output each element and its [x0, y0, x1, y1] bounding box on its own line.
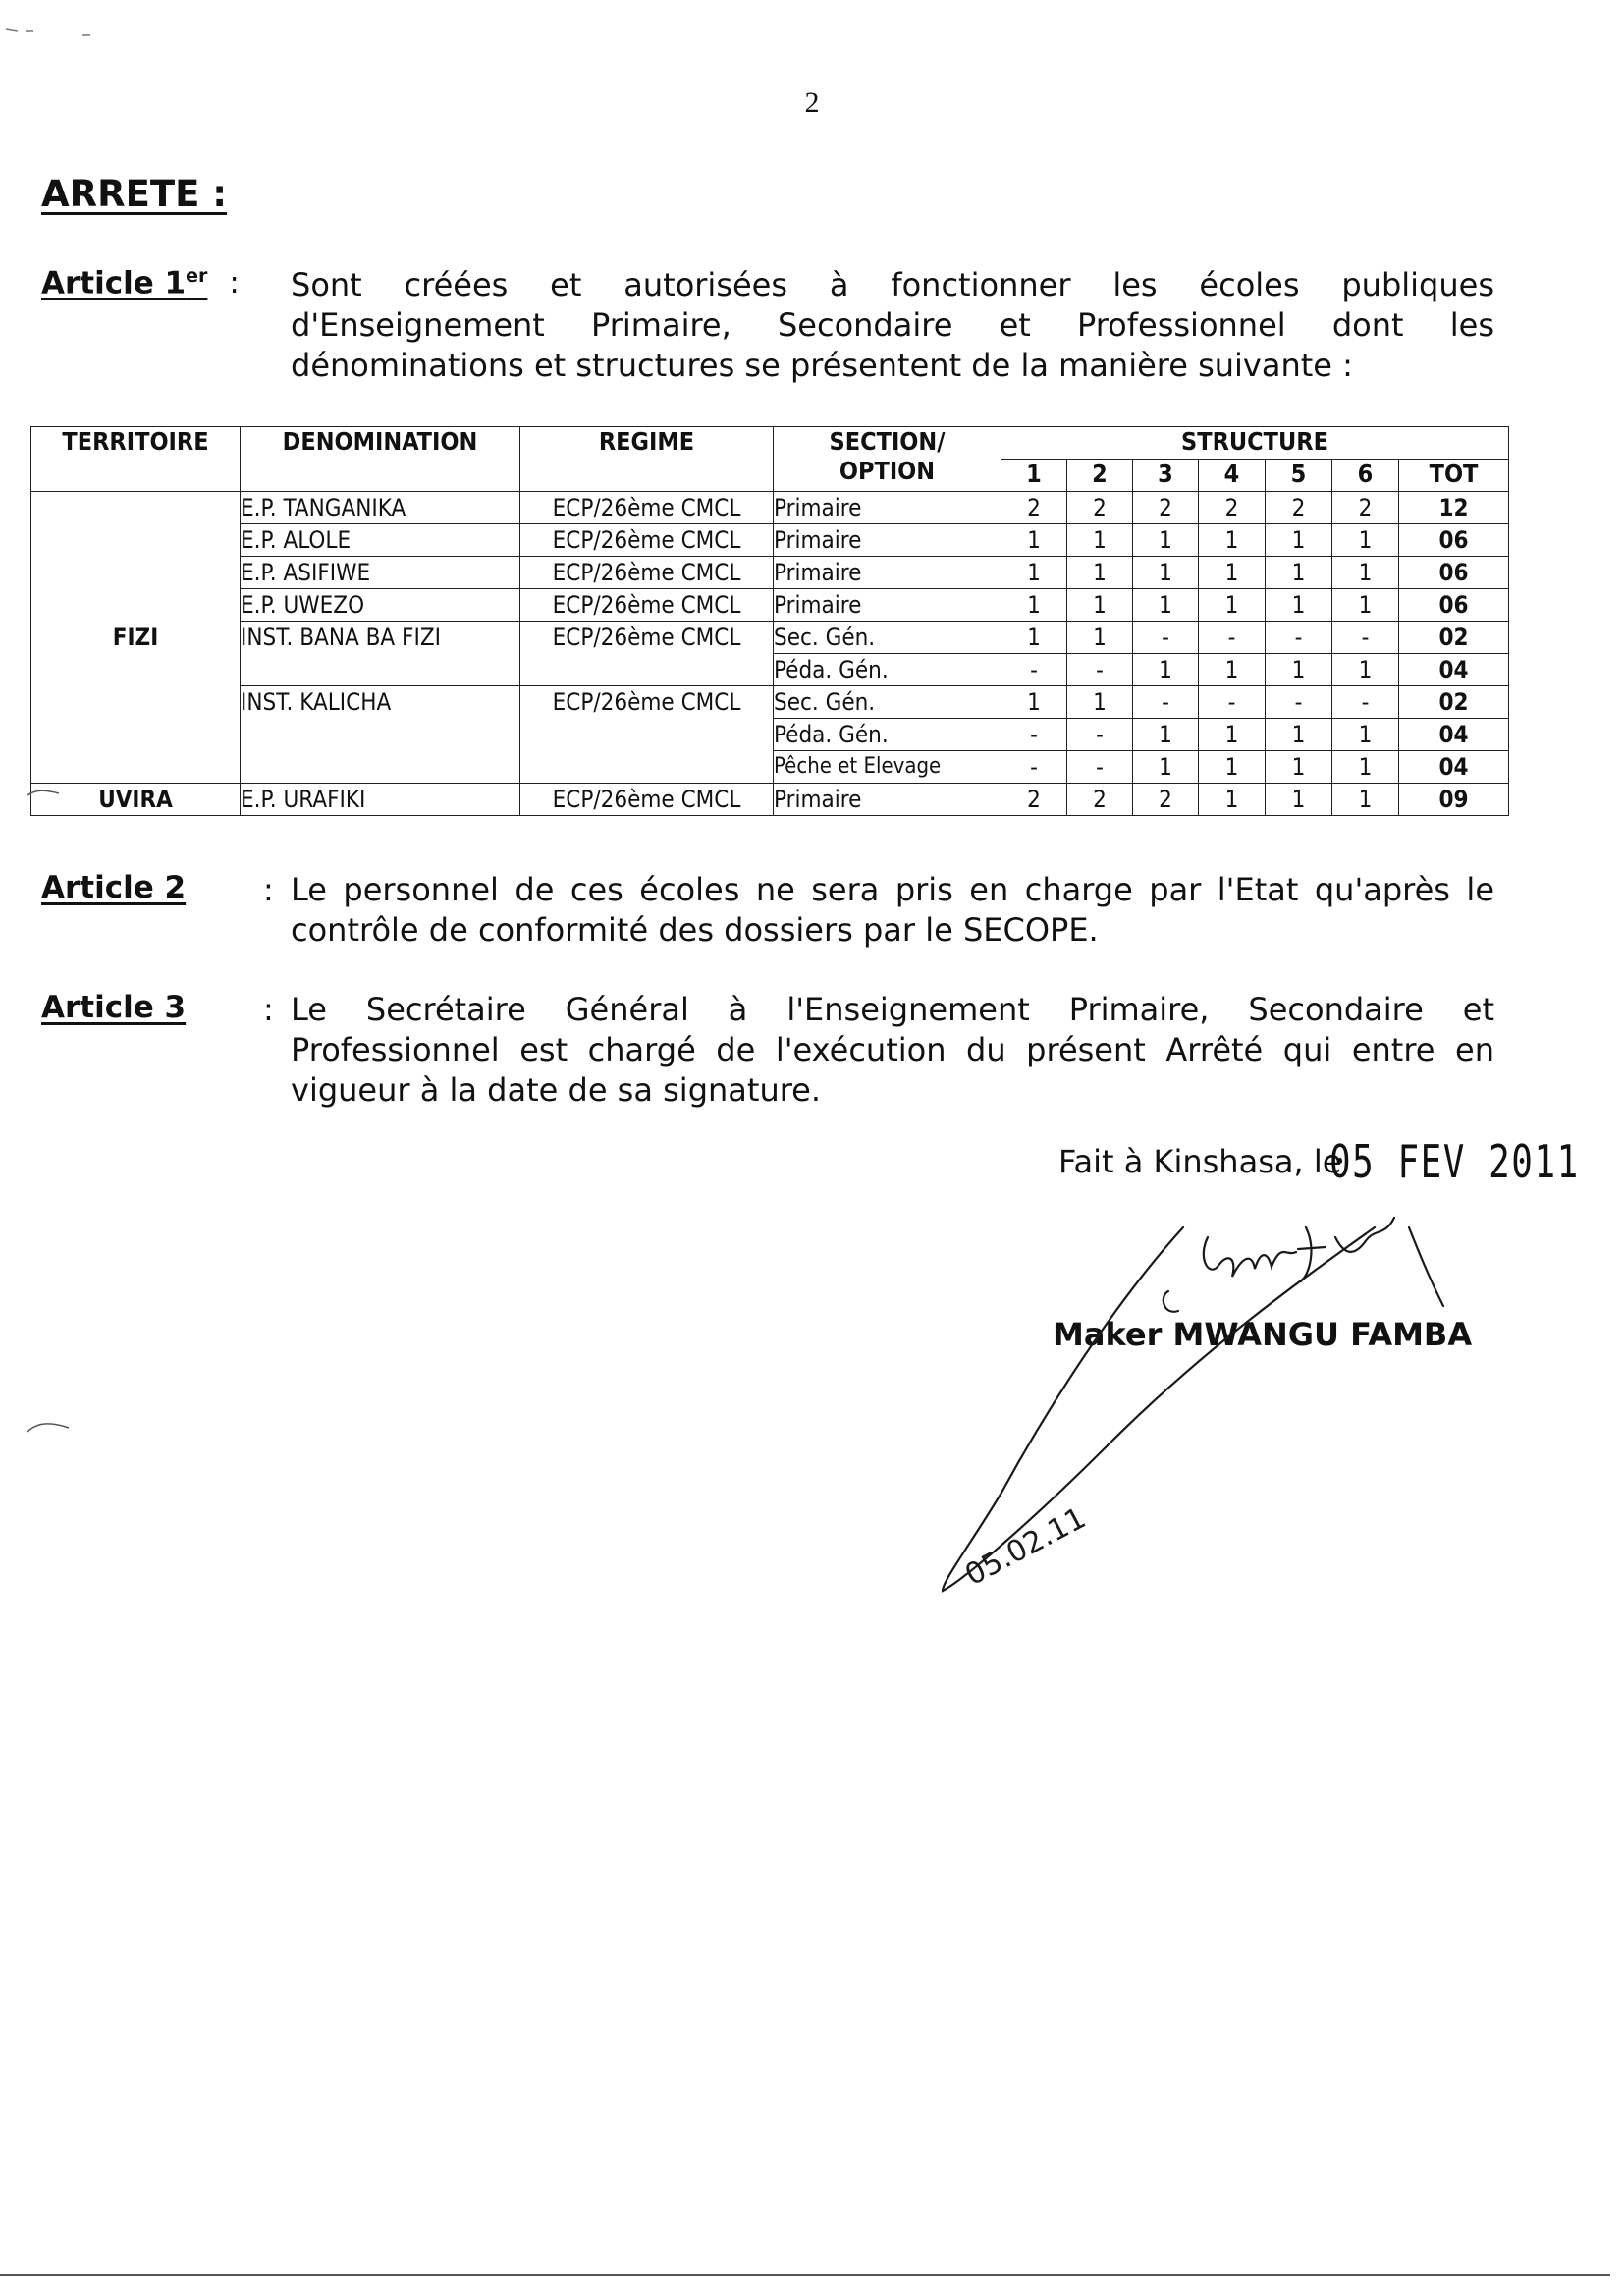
total-cell: 06: [1399, 524, 1509, 557]
denomination-cell: E.P. ASIFIWE: [241, 557, 520, 589]
grade-cell: 1: [1001, 589, 1067, 622]
grade-cell: 1: [1199, 751, 1266, 784]
grade-cell: 1: [1332, 654, 1399, 686]
header-grade-1: 1: [1001, 460, 1067, 492]
total-cell: 04: [1399, 719, 1509, 751]
regime-cell: ECP/26ème CMCL: [520, 589, 774, 622]
grade-cell: -: [1133, 622, 1199, 654]
grade-cell: 1: [1199, 524, 1266, 557]
grade-cell: -: [1067, 719, 1133, 751]
table-row: [31, 654, 1509, 686]
header-grade-2: 2: [1067, 460, 1133, 492]
grade-cell: 1: [1199, 784, 1266, 816]
total-cell: 06: [1399, 589, 1509, 622]
grade-cell: 1: [1001, 557, 1067, 589]
scan-mark-icon: [26, 1418, 75, 1438]
total-cell: 02: [1399, 686, 1509, 719]
regime-cell: ECP/26ème CMCL: [520, 686, 774, 719]
grade-cell: -: [1001, 751, 1067, 784]
grade-cell: 1: [1067, 524, 1133, 557]
place-and-date-label: Fait à Kinshasa, le: [1058, 1143, 1342, 1180]
header-structure: STRUCTURE: [1001, 427, 1509, 460]
denomination-cell: E.P. UWEZO: [241, 589, 520, 622]
grade-cell: 1: [1332, 589, 1399, 622]
grade-cell: 2: [1133, 492, 1199, 524]
grade-cell: -: [1332, 622, 1399, 654]
table-row: [31, 524, 1509, 557]
total-cell: 09: [1399, 784, 1509, 816]
grade-cell: 1: [1067, 622, 1133, 654]
grade-cell: -: [1001, 719, 1067, 751]
grade-cell: -: [1266, 622, 1332, 654]
header-section: SECTION/: [829, 427, 946, 456]
territory-cell: FIZI: [31, 492, 241, 784]
grade-cell: 1: [1001, 686, 1067, 719]
grade-cell: 1: [1067, 557, 1133, 589]
handwritten-date: 05.02.11: [959, 1500, 1092, 1594]
grade-cell: 1: [1266, 524, 1332, 557]
grade-cell: 1: [1067, 686, 1133, 719]
header-option: OPTION: [839, 457, 936, 485]
header-grade-3: 3: [1133, 460, 1199, 492]
article-1-label-text: Article 1: [41, 265, 187, 301]
grade-cell: 1: [1133, 589, 1199, 622]
grade-cell: 1: [1133, 719, 1199, 751]
denomination-cell: [241, 654, 520, 686]
grade-cell: 2: [1199, 492, 1266, 524]
territory-cell: UVIRA: [31, 784, 241, 816]
date-stamp: 05 FEV 2011: [1329, 1135, 1580, 1188]
denomination-cell: E.P. ALOLE: [241, 524, 520, 557]
grade-cell: 2: [1001, 492, 1067, 524]
section-cell: Primaire: [774, 557, 1001, 589]
section-cell: Péda. Gén.: [774, 654, 1001, 686]
grade-cell: 2: [1266, 492, 1332, 524]
table-row: [31, 751, 1509, 784]
grade-cell: 1: [1199, 719, 1266, 751]
total-cell: 02: [1399, 622, 1509, 654]
article-2-label: Article 2: [41, 870, 187, 905]
regime-cell: ECP/26ème CMCL: [520, 492, 774, 524]
grade-cell: 1: [1332, 784, 1399, 816]
grade-cell: 1: [1199, 557, 1266, 589]
grade-cell: 1: [1133, 524, 1199, 557]
section-cell: Péda. Gén.: [774, 719, 1001, 751]
grade-cell: 1: [1266, 751, 1332, 784]
grade-cell: 1: [1332, 719, 1399, 751]
header-grade-6: 6: [1332, 460, 1399, 492]
regime-cell: ECP/26ème CMCL: [520, 784, 774, 816]
article-2-text: Le personnel de ces écoles ne sera pris en charge par l'Etat qu'après le contrôle de conformité des dossiers par le SECOPE.: [291, 871, 1494, 949]
table-row: [31, 557, 1509, 589]
header-grade-4: 4: [1199, 460, 1266, 492]
grade-cell: 2: [1133, 784, 1199, 816]
header-tot: TOT: [1399, 460, 1509, 492]
grade-cell: 1: [1199, 654, 1266, 686]
article-1-label-sup: er: [186, 265, 208, 287]
signatory-name: Maker MWANGU FAMBA: [1053, 1316, 1473, 1353]
total-cell: 06: [1399, 557, 1509, 589]
denomination-cell: E.P. TANGANIKA: [241, 492, 520, 524]
grade-cell: 1: [1001, 524, 1067, 557]
denomination-cell: [241, 751, 520, 784]
article-1-text: Sont créées et autorisées à fonctionner les écoles publiques d'Enseignement Primaire, Secondaire et Professionnel dont les dénominations et structures se présentent de la manière suivante :: [291, 266, 1494, 384]
grade-cell: -: [1199, 686, 1266, 719]
grade-cell: 1: [1332, 557, 1399, 589]
grade-cell: -: [1067, 654, 1133, 686]
scan-mark-icon: [4, 20, 92, 39]
total-cell: 12: [1399, 492, 1509, 524]
article-1-label: [41, 265, 240, 300]
document-title: ARRETE :: [41, 173, 228, 215]
grade-cell: 1: [1266, 784, 1332, 816]
grade-cell: -: [1133, 686, 1199, 719]
page-bottom-edge: [0, 2274, 1610, 2276]
table-row: [31, 719, 1509, 751]
regime-cell: ECP/26ème CMCL: [520, 622, 774, 654]
regime-cell: ECP/26ème CMCL: [520, 557, 774, 589]
denomination-cell: INST. KALICHA: [241, 686, 520, 719]
section-cell: Primaire: [774, 492, 1001, 524]
grade-cell: 2: [1332, 492, 1399, 524]
grade-cell: 2: [1001, 784, 1067, 816]
table-row: [31, 784, 1509, 816]
grade-cell: 1: [1133, 751, 1199, 784]
grade-cell: 1: [1266, 557, 1332, 589]
grade-cell: 1: [1266, 589, 1332, 622]
grade-cell: -: [1067, 751, 1133, 784]
article-1-colon: :: [229, 265, 240, 301]
grade-cell: 1: [1001, 622, 1067, 654]
grade-cell: 1: [1133, 654, 1199, 686]
regime-cell: [520, 654, 774, 686]
grade-cell: -: [1266, 686, 1332, 719]
article-2-colon: :: [263, 871, 274, 908]
table-row: [31, 622, 1509, 654]
section-cell: Primaire: [774, 524, 1001, 557]
denomination-cell: INST. BANA BA FIZI: [241, 622, 520, 654]
header-regime: REGIME: [520, 427, 774, 492]
regime-cell: [520, 751, 774, 784]
section-cell: Sec. Gén.: [774, 622, 1001, 654]
handwritten-signature: [913, 1198, 1522, 1610]
table-row: [31, 589, 1509, 622]
grade-cell: 1: [1199, 589, 1266, 622]
grade-cell: -: [1001, 654, 1067, 686]
scan-mark-icon: [26, 784, 65, 803]
page-number: 2: [804, 86, 820, 119]
header-territoire: TERRITOIRE: [31, 427, 241, 492]
grade-cell: 2: [1067, 492, 1133, 524]
table-row: [31, 492, 1509, 524]
grade-cell: -: [1199, 622, 1266, 654]
denomination-cell: E.P. URAFIKI: [241, 784, 520, 816]
article-3-text: Le Secrétaire Général à l'Enseignement Primaire, Secondaire et Professionnel est chargé de l'exécution du présent Arrêté qui entre en vigueur à la date de sa signature.: [291, 991, 1494, 1109]
grade-cell: 1: [1133, 557, 1199, 589]
regime-cell: [520, 719, 774, 751]
grade-cell: 1: [1266, 654, 1332, 686]
grade-cell: 1: [1332, 751, 1399, 784]
total-cell: 04: [1399, 751, 1509, 784]
table-row: [31, 686, 1509, 719]
article-3-colon: :: [263, 991, 274, 1028]
denomination-cell: [241, 719, 520, 751]
grade-cell: 1: [1067, 589, 1133, 622]
grade-cell: 2: [1067, 784, 1133, 816]
article-3-label: Article 3: [41, 990, 187, 1025]
header-denomination: DENOMINATION: [241, 427, 520, 492]
grade-cell: 1: [1332, 524, 1399, 557]
section-cell: Sec. Gén.: [774, 686, 1001, 719]
header-section-option: [774, 427, 1001, 492]
regime-cell: ECP/26ème CMCL: [520, 524, 774, 557]
grade-cell: -: [1332, 686, 1399, 719]
section-cell: Primaire: [774, 784, 1001, 816]
total-cell: 04: [1399, 654, 1509, 686]
section-cell: Pêche et Elevage: [774, 751, 1001, 784]
header-grade-5: 5: [1266, 460, 1332, 492]
schools-structure-table: [30, 426, 1509, 816]
grade-cell: 1: [1266, 719, 1332, 751]
section-cell: Primaire: [774, 589, 1001, 622]
